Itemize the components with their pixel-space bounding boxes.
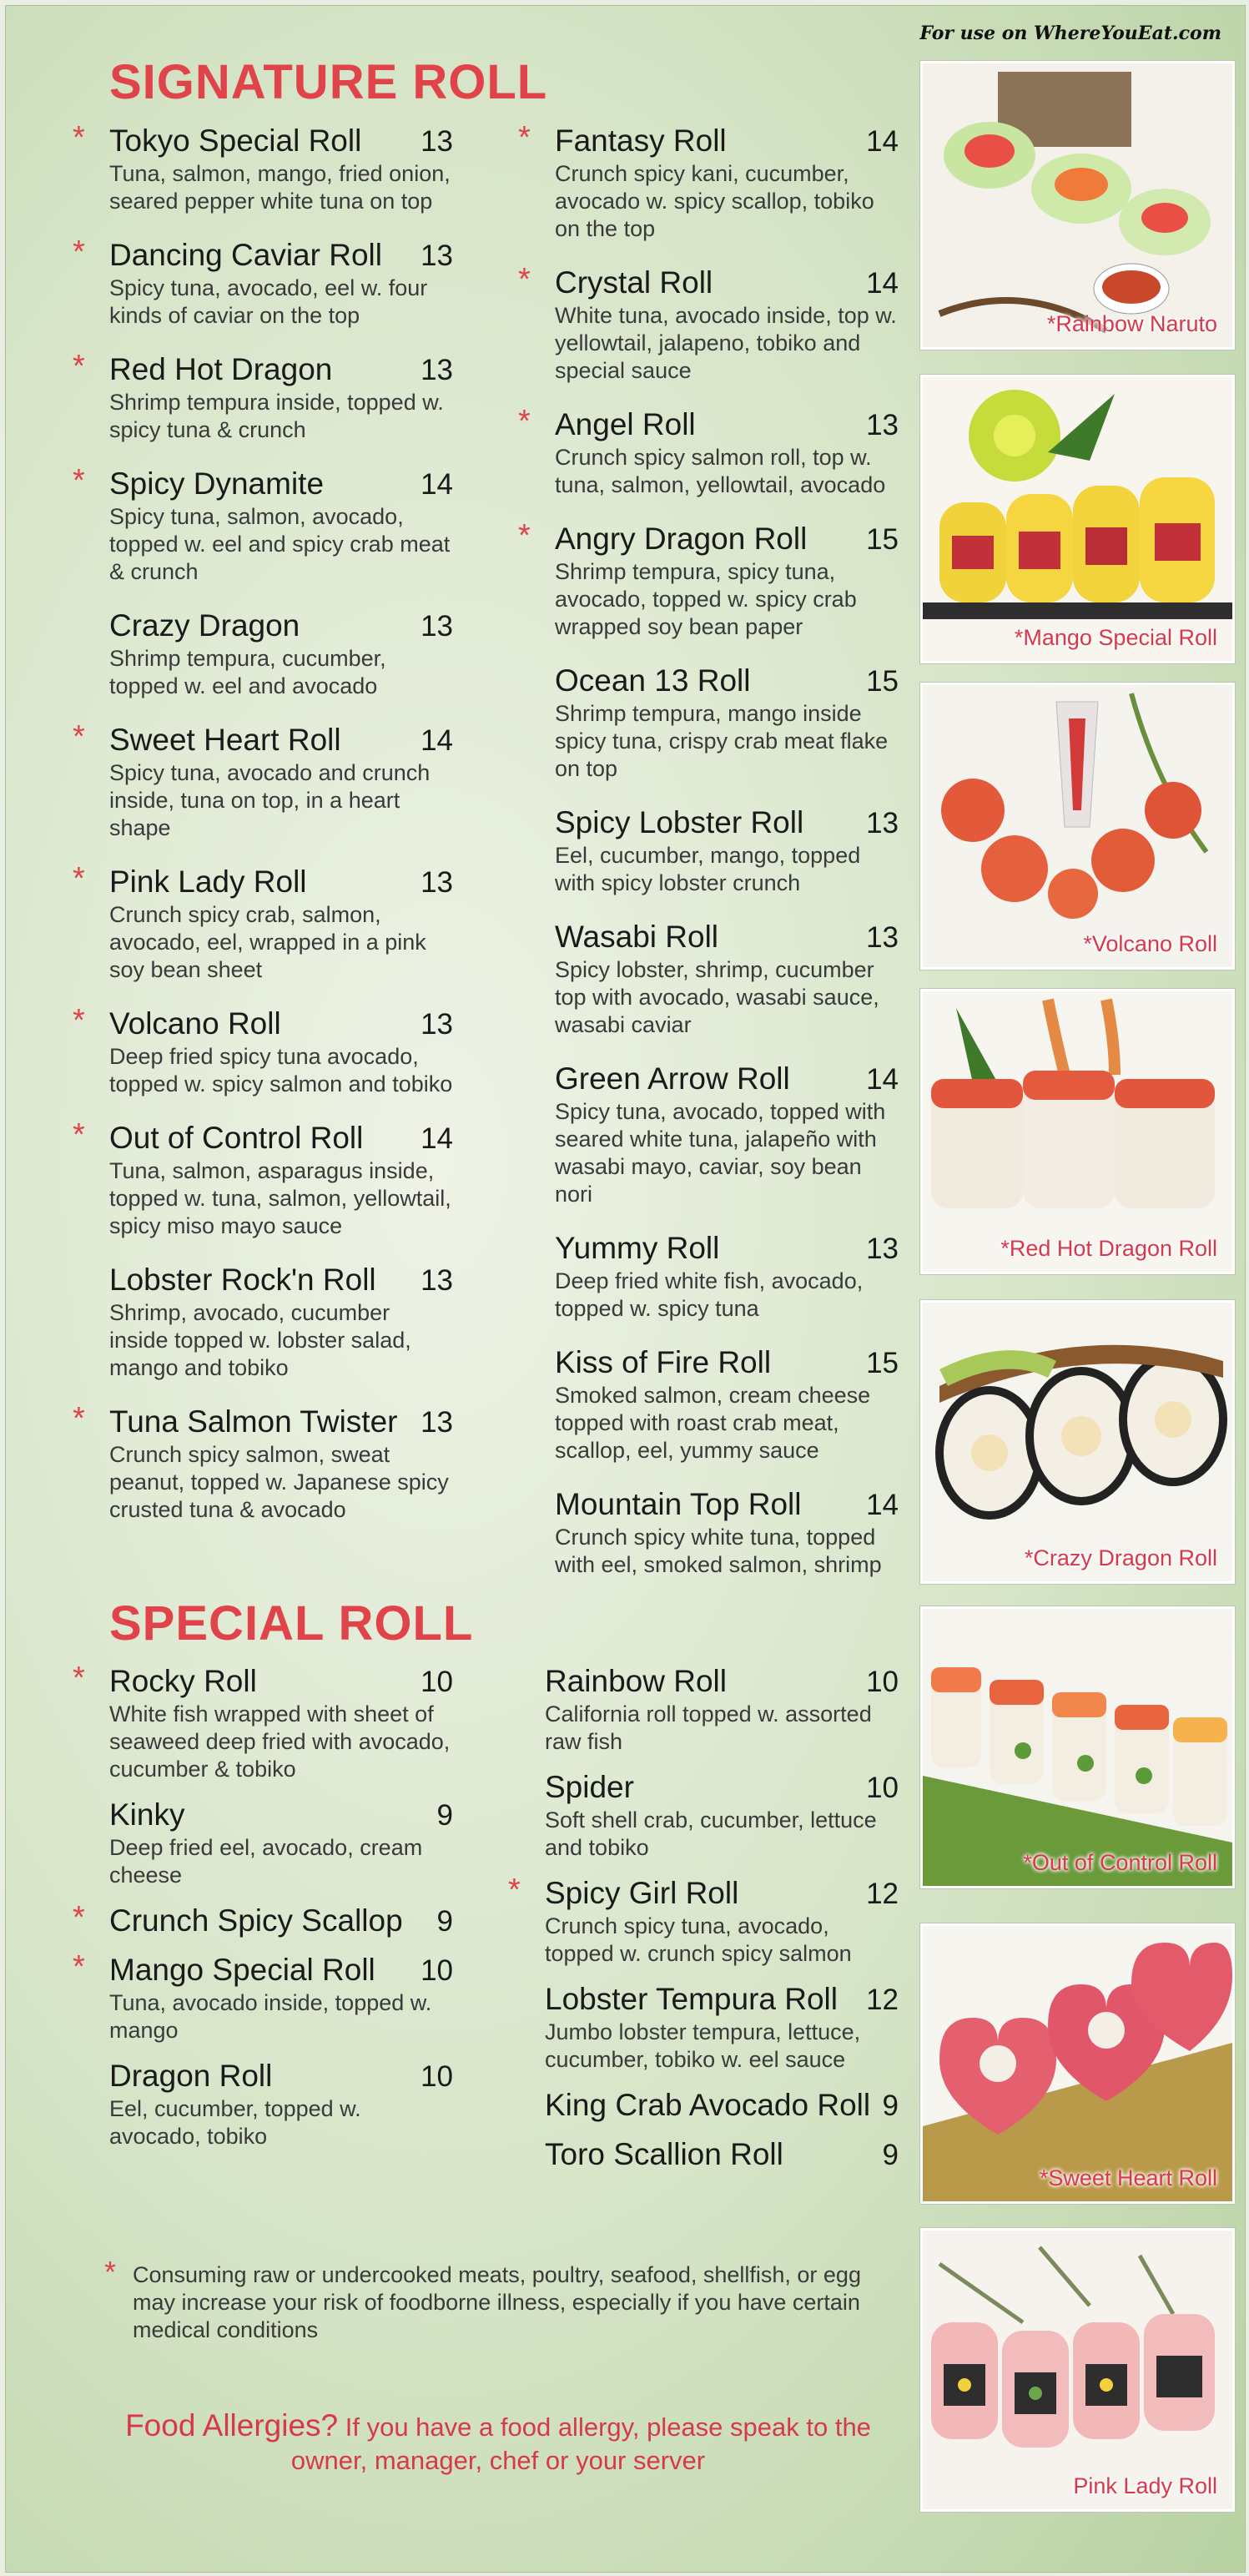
food-allergy-notice [89, 2409, 907, 2478]
out-of-control-roll-image [923, 1609, 1232, 1886]
item-name: Sweet Heart Roll [109, 723, 341, 757]
menu-item [73, 1117, 453, 1240]
mango-special-roll-image [923, 377, 1232, 661]
item-name: Spicy Girl Roll [545, 1876, 739, 1910]
raw-warning-star: * [518, 518, 531, 553]
item-price: 10 [866, 1666, 899, 1698]
raw-warning-star: * [73, 463, 85, 498]
item-description: White fish wrapped with sheet of seaweed deep fried with avocado, cucumber & tobiko [109, 1701, 451, 1782]
item-description: Shrimp tempura, mango inside spicy tuna, crispy crab meat flake on top [555, 701, 889, 781]
item-name: Spider [545, 1770, 634, 1804]
item-description: Tuna, salmon, asparagus inside, topped w. tuna, salmon, yellowtail, spicy miso mayo sauce [109, 1158, 451, 1238]
allergy-text: If you have a food allergy, please speak to the owner, manager, chef or your server [290, 2412, 871, 2475]
item-name: Dragon Roll [109, 2059, 273, 2093]
item-name: Toro Scallion Roll [545, 2137, 783, 2171]
raw-warning-star: * [73, 1117, 85, 1152]
raw-warning-star: * [518, 262, 531, 297]
out-of-control-roll-photo [920, 1606, 1235, 1888]
item-price: 10 [421, 1954, 453, 1987]
notice-star: * [104, 2255, 117, 2289]
item-description: Eel, cucumber, mango, topped with spicy lobster crunch [555, 843, 861, 895]
special-column-2 [508, 1664, 899, 2187]
item-name: Yummy Roll [555, 1231, 720, 1265]
signature-column-2 [518, 120, 899, 1602]
menu-item [73, 1949, 453, 2044]
item-description: Crunch spicy salmon roll, top w. tuna, salmon, yellowtail, avocado [555, 445, 886, 497]
item-price: 13 [866, 409, 899, 441]
item-price: 14 [421, 468, 453, 501]
item-price: 9 [882, 2139, 899, 2171]
raw-warning-star: * [73, 120, 85, 155]
item-name: Mountain Top Roll [555, 1487, 802, 1521]
menu-item [518, 120, 899, 243]
red-hot-dragon-roll-image [923, 991, 1232, 1272]
menu-item [73, 234, 453, 330]
item-price: 13 [866, 921, 899, 954]
volcano-roll-photo [920, 683, 1235, 970]
menu-item [545, 2089, 899, 2123]
raw-warning-star: * [73, 861, 85, 896]
item-name: Wasabi Roll [555, 920, 719, 954]
item-description: Crunch spicy salmon, sweat peanut, topped w. Japanese spicy crusted tuna & avocado [109, 1442, 449, 1522]
item-description: Soft shell crab, cucumber, lettuce and tobiko [545, 1807, 877, 1860]
raw-warning-star: * [518, 120, 531, 155]
item-price: 13 [421, 1008, 453, 1041]
allergy-heading: Food Allergies? [125, 2408, 339, 2442]
item-name: Crazy Dragon [109, 608, 300, 643]
item-description: Deep fried eel, avocado, cream cheese [109, 1835, 423, 1888]
item-description: Crunch spicy tuna, avocado, topped w. crunch spicy salmon [545, 1913, 852, 1966]
menu-item [109, 1798, 453, 1889]
raw-warning-star: * [73, 1900, 85, 1935]
photo-caption: *Rainbow Naruto [1046, 311, 1217, 336]
item-description: Crunch spicy white tuna, topped with eel, smoked salmon, shrimp [555, 1525, 882, 1577]
item-name: Kinky [109, 1797, 185, 1832]
menu-item [555, 1488, 899, 1579]
item-name: Angry Dragon Roll [555, 522, 808, 556]
volcano-roll-image [923, 685, 1232, 967]
rainbow-naruto-photo [920, 61, 1235, 350]
photo-caption: *Mango Special Roll [1014, 625, 1217, 650]
item-price: 9 [882, 2090, 899, 2122]
item-name: Angel Roll [555, 407, 696, 441]
sweet-heart-roll-image [923, 1926, 1232, 2201]
raw-warning-star: * [73, 349, 85, 384]
menu-item [555, 806, 899, 897]
item-name: Spicy Dynamite [109, 466, 325, 501]
raw-warning-star: * [73, 1003, 85, 1038]
item-name: Mango Special Roll [109, 1953, 375, 1987]
signature-column-1 [73, 120, 453, 1547]
crazy-dragon-roll-photo [920, 1300, 1235, 1584]
item-name: Green Arrow Roll [555, 1061, 790, 1096]
raw-warning-star: * [73, 1949, 85, 1984]
item-price: 15 [866, 665, 899, 698]
item-name: Crunch Spicy Scallop [109, 1903, 403, 1938]
item-price: 15 [866, 1347, 899, 1379]
item-description: Crunch spicy crab, salmon, avocado, eel, wrapped in a pink soy bean sheet [109, 902, 426, 982]
item-price: 13 [421, 125, 453, 158]
item-name: Spicy Lobster Roll [555, 805, 804, 839]
item-description: Eel, cucumber, topped w. avocado, tobiko [109, 2096, 361, 2149]
pink-lady-roll-image [923, 2231, 1232, 2509]
item-price: 14 [866, 1063, 899, 1096]
raw-warning-star: * [508, 1873, 521, 1908]
item-price: 14 [866, 125, 899, 158]
menu-item [518, 262, 899, 385]
item-price: 13 [421, 866, 453, 899]
menu-item [545, 1665, 899, 1756]
menu-item [73, 719, 453, 842]
item-price: 12 [866, 1878, 899, 1910]
item-name: Pink Lady Roll [109, 865, 307, 899]
menu-item [73, 861, 453, 984]
item-price: 9 [436, 1799, 453, 1832]
item-description: Spicy tuna, avocado and crunch inside, tuna on top, in a heart shape [109, 760, 431, 840]
item-description: Deep fried spicy tuna avocado, topped w. spicy salmon and tobiko [109, 1044, 453, 1096]
menu-item [73, 463, 453, 586]
menu-item [109, 2059, 453, 2150]
notice-text: Consuming raw or undercooked meats, poultry, seafood, shellfish, or egg may increase your risk of foodborne illness, especially if you have certain medical conditions [133, 2262, 861, 2342]
item-description: Spicy tuna, avocado, eel w. four kinds of caviar on the top [109, 275, 428, 328]
special-column-1 [73, 1661, 453, 2165]
item-description: Spicy lobster, shrimp, cucumber top with avocado, wasabi sauce, wasabi caviar [555, 957, 879, 1037]
item-price: 13 [421, 1406, 453, 1439]
item-price: 13 [421, 354, 453, 386]
photo-caption: *Volcano Roll [1083, 931, 1217, 956]
menu-item [73, 1003, 453, 1098]
item-description: Shrimp tempura inside, topped w. spicy tuna & crunch [109, 390, 444, 442]
menu-item [555, 1346, 899, 1464]
rainbow-naruto-image [923, 63, 1232, 347]
special-section-title: SPECIAL ROLL [109, 1596, 474, 1651]
item-description: Shrimp, avocado, cucumber inside topped w. lobster salad, mango and tobiko [109, 1300, 411, 1380]
item-price: 10 [421, 2060, 453, 2093]
menu-page [5, 5, 1246, 2573]
menu-item [545, 1771, 899, 1862]
item-price: 10 [421, 1666, 453, 1698]
raw-warning-star: * [73, 1661, 85, 1696]
crazy-dragon-roll-image [923, 1303, 1232, 1581]
raw-warning-star: * [73, 719, 85, 754]
item-name: Red Hot Dragon [109, 352, 333, 386]
menu-item [518, 404, 899, 499]
item-name: Volcano Roll [109, 1006, 281, 1041]
sweet-heart-roll-photo [920, 1923, 1235, 2204]
item-price: 10 [866, 1772, 899, 1804]
item-name: Fantasy Roll [555, 124, 727, 158]
source-note: For use on WhereYouEat.com [919, 23, 1221, 44]
menu-item [109, 609, 453, 700]
item-name: Rainbow Roll [545, 1664, 727, 1698]
raw-food-notice [104, 2255, 884, 2344]
menu-item [555, 664, 899, 783]
photo-caption: *Out of Control Roll [1023, 1850, 1217, 1875]
item-description: Crunch spicy kani, cucumber, avocado w. spicy scallop, tobiko on the top [555, 161, 874, 241]
menu-item [555, 1062, 899, 1208]
item-price: 14 [866, 267, 899, 300]
item-description: Spicy tuna, salmon, avocado, topped w. eel and spicy crab meat & crunch [109, 504, 451, 584]
menu-item [73, 1661, 453, 1783]
item-price: 13 [421, 1264, 453, 1297]
item-name: Lobster Tempura Roll [545, 1982, 838, 2016]
menu-item [73, 349, 453, 444]
item-description: Jumbo lobster tempura, lettuce, cucumber, tobiko w. eel sauce [545, 2019, 861, 2072]
item-price: 13 [866, 1233, 899, 1265]
item-description: Shrimp tempura, spicy tuna, avocado, topped w. spicy crab wrapped soy bean paper [555, 559, 857, 639]
item-name: Out of Control Roll [109, 1121, 364, 1155]
item-price: 9 [436, 1905, 453, 1938]
menu-item [555, 920, 899, 1039]
signature-section-title: SIGNATURE ROLL [109, 55, 548, 109]
item-price: 14 [421, 1122, 453, 1155]
item-name: Kiss of Fire Roll [555, 1345, 772, 1379]
item-name: Ocean 13 Roll [555, 663, 751, 698]
menu-item [73, 1401, 453, 1524]
pink-lady-roll-photo [920, 2228, 1235, 2512]
red-hot-dragon-roll-photo [920, 989, 1235, 1274]
menu-item [109, 1263, 453, 1382]
item-name: Rocky Roll [109, 1664, 257, 1698]
mango-special-roll-photo [920, 375, 1235, 663]
raw-warning-star: * [73, 234, 85, 270]
item-description: Spicy tuna, avocado, topped with seared white tuna, jalapeño with wasabi mayo, caviar, soy bean nori [555, 1099, 886, 1207]
item-price: 12 [866, 1984, 899, 2016]
item-description: Smoked salmon, cream cheese topped with roast crab meat, scallop, eel, yummy sauce [555, 1383, 871, 1463]
item-name: King Crab Avocado Roll [545, 2088, 871, 2122]
menu-item [508, 1873, 899, 1968]
item-description: Deep fried white fish, avocado, topped w. spicy tuna [555, 1268, 864, 1321]
photo-caption: *Crazy Dragon Roll [1024, 1545, 1217, 1570]
menu-item [545, 1983, 899, 2074]
item-price: 14 [866, 1489, 899, 1521]
item-description: White tuna, avocado inside, top w. yellowtail, jalapeno, tobiko and special sauce [555, 303, 897, 383]
item-description: Shrimp tempura, cucumber, topped w. eel and avocado [109, 646, 386, 698]
photo-caption: Pink Lady Roll [1073, 2473, 1217, 2498]
item-price: 13 [866, 807, 899, 839]
item-name: Crystal Roll [555, 265, 713, 300]
item-description: Tuna, salmon, mango, fried onion, seared pepper white tuna on top [109, 161, 451, 214]
item-name: Tokyo Special Roll [109, 124, 362, 158]
item-description: Tuna, avocado inside, topped w. mango [109, 1990, 432, 2043]
menu-item [73, 120, 453, 215]
item-price: 15 [866, 523, 899, 556]
item-price: 14 [421, 724, 453, 757]
item-name: Tuna Salmon Twister [109, 1404, 398, 1439]
menu-item [73, 1900, 453, 1938]
raw-warning-star: * [518, 404, 531, 439]
item-description: California roll topped w. assorted raw fish [545, 1701, 872, 1754]
menu-item [555, 1232, 899, 1323]
item-price: 13 [421, 239, 453, 272]
item-price: 13 [421, 610, 453, 643]
menu-item [545, 2138, 899, 2172]
photo-caption: *Red Hot Dragon Roll [1000, 1236, 1217, 1261]
menu-item [518, 518, 899, 641]
item-name: Lobster Rock'n Roll [109, 1263, 376, 1297]
item-name: Dancing Caviar Roll [109, 238, 382, 272]
photo-caption: *Sweet Heart Roll [1039, 2165, 1217, 2190]
raw-warning-star: * [73, 1401, 85, 1436]
